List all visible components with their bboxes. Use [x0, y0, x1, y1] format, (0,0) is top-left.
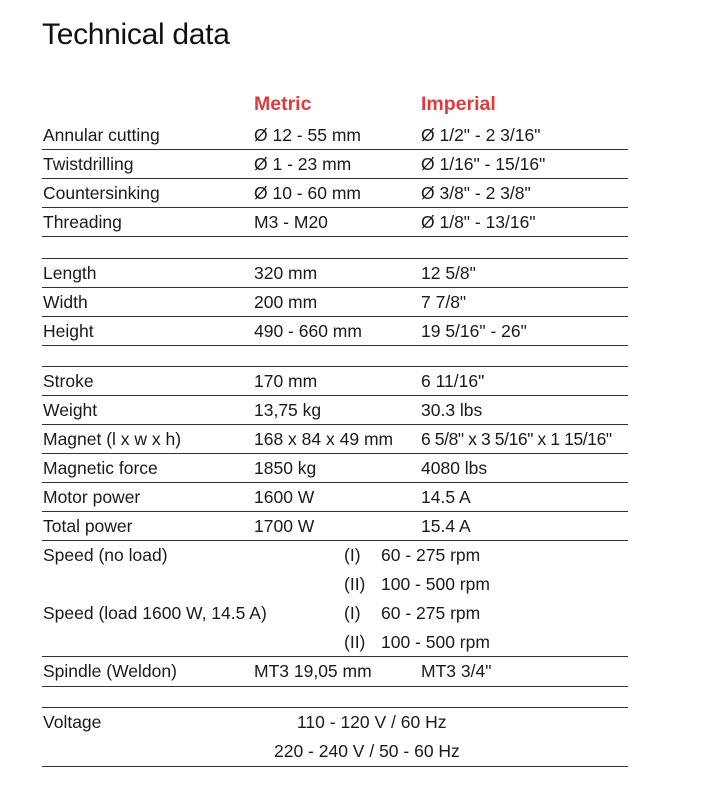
- row-divider: [42, 149, 628, 150]
- row-divider: [42, 287, 628, 288]
- gear-label: (II): [344, 574, 366, 594]
- spec-metric-value: 1850 kg: [254, 458, 317, 478]
- spec-label: Annular cutting: [43, 125, 160, 145]
- row-divider: [42, 511, 628, 512]
- gear-speed-value: 60 - 275 rpm: [381, 603, 481, 623]
- spec-imperial-value: Ø 3/8" - 2 3/8": [421, 183, 531, 203]
- spec-metric-value: 490 - 660 mm: [254, 321, 362, 341]
- spec-label: Countersinking: [43, 183, 160, 203]
- group-divider: [42, 366, 628, 367]
- spec-label: Speed (no load): [43, 545, 168, 565]
- row-divider: [42, 178, 628, 179]
- group-divider: [42, 345, 628, 346]
- voltage-value: 110 - 120 V / 60 Hz: [297, 712, 447, 732]
- spec-label: Width: [43, 292, 88, 312]
- gear-speed-value: 60 - 275 rpm: [381, 545, 481, 565]
- spec-imperial-value: 12 5/8": [421, 263, 476, 283]
- voltage-value: 220 - 240 V / 50 - 60 Hz: [274, 741, 460, 761]
- spec-label: Stroke: [43, 371, 94, 391]
- spec-metric-value: 320 mm: [254, 263, 318, 283]
- group-divider: [42, 236, 628, 237]
- spec-imperial-value: Ø 1/8" - 13/16": [421, 212, 536, 232]
- spec-metric-value: Ø 12 - 55 mm: [254, 125, 361, 145]
- spec-metric-value: M3 - M20: [254, 212, 328, 232]
- spec-label: Speed (load 1600 W, 14.5 A): [43, 603, 267, 623]
- spec-label: Threading: [43, 212, 122, 232]
- table-bottom-rule: [42, 766, 628, 767]
- spec-imperial-value: 19 5/16" - 26": [421, 321, 527, 341]
- spec-label: Length: [43, 263, 97, 283]
- row-divider: [42, 395, 628, 396]
- group-divider: [42, 686, 628, 687]
- gear-label: (I): [344, 545, 361, 565]
- spec-metric-value: 168 x 84 x 49 mm: [254, 429, 394, 449]
- spec-metric-value: 13,75 kg: [254, 400, 322, 420]
- spec-label: Motor power: [43, 487, 141, 507]
- row-divider: [42, 316, 628, 317]
- spec-metric-value: 1600 W: [254, 487, 315, 507]
- spec-imperial-value: 4080 lbs: [421, 458, 488, 478]
- spec-label: Magnetic force: [43, 458, 158, 478]
- spec-label: Height: [43, 321, 94, 341]
- page-title: Technical data: [42, 18, 230, 51]
- row-divider: [42, 424, 628, 425]
- gear-speed-value: 100 - 500 rpm: [381, 632, 490, 652]
- spec-label: Voltage: [43, 712, 102, 732]
- group-divider: [42, 707, 628, 708]
- spec-metric-value: Ø 1 - 23 mm: [254, 154, 352, 174]
- row-divider: [42, 482, 628, 483]
- spec-imperial-value: MT3 3/4": [421, 661, 492, 681]
- column-header-metric: Metric: [254, 93, 312, 115]
- column-header-imperial: Imperial: [421, 93, 496, 115]
- spec-imperial-value: 14.5 A: [421, 487, 471, 507]
- spec-metric-value: 170 mm: [254, 371, 318, 391]
- spec-label: Total power: [43, 516, 133, 536]
- spec-metric-value: Ø 10 - 60 mm: [254, 183, 361, 203]
- row-divider: [42, 540, 628, 541]
- spec-imperial-value: 6 5/8" x 3 5/16" x 1 15/16": [421, 429, 612, 449]
- row-divider: [42, 656, 628, 657]
- row-divider: [42, 207, 628, 208]
- spec-metric-value: 200 mm: [254, 292, 318, 312]
- gear-label: (I): [344, 603, 361, 623]
- spec-label: Twistdrilling: [43, 154, 134, 174]
- group-divider: [42, 258, 628, 259]
- spec-metric-value: MT3 19,05 mm: [254, 661, 372, 681]
- row-divider: [42, 453, 628, 454]
- spec-label: Weight: [43, 400, 98, 420]
- spec-metric-value: 1700 W: [254, 516, 315, 536]
- spec-label: Spindle (Weldon): [43, 661, 177, 681]
- gear-label: (II): [344, 632, 366, 652]
- spec-imperial-value: 6 11/16": [421, 371, 485, 391]
- spec-imperial-value: Ø 1/2" - 2 3/16": [421, 125, 541, 145]
- gear-speed-value: 100 - 500 rpm: [381, 574, 490, 594]
- spec-label: Magnet (l x w x h): [43, 429, 182, 449]
- spec-imperial-value: 15.4 A: [421, 516, 471, 536]
- spec-imperial-value: 7 7/8": [421, 292, 467, 312]
- spec-imperial-value: Ø 1/16" - 15/16": [421, 154, 546, 174]
- spec-imperial-value: 30.3 lbs: [421, 400, 483, 420]
